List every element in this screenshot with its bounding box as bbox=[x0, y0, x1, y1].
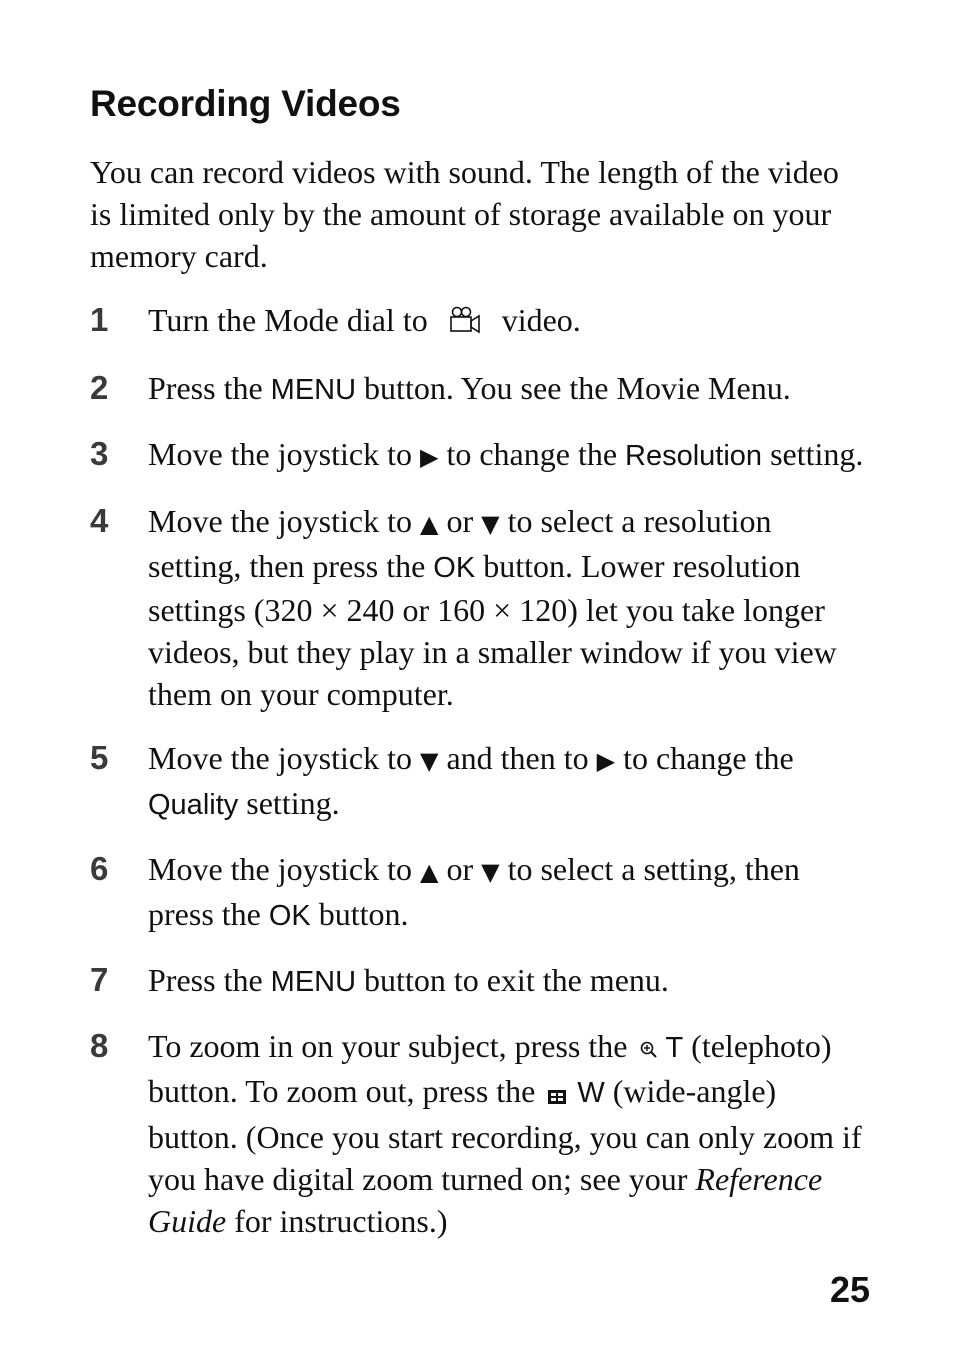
step-text: to select a setting, then press the bbox=[148, 850, 800, 932]
step-number: 1 bbox=[90, 301, 109, 338]
step-text: button. Lower resolution settings (320 × 240 or 160 × 120) let you take longer videos, but they play in a smaller window if you view them on your computer. bbox=[148, 547, 837, 712]
menu-button-label: MENU bbox=[270, 965, 357, 998]
step-text: to change the bbox=[438, 435, 626, 472]
up-arrow-icon: ▲ bbox=[419, 857, 439, 886]
wide-angle-button-label: W bbox=[577, 1077, 605, 1110]
step-number: 7 bbox=[90, 960, 109, 998]
step-2 bbox=[90, 367, 870, 411]
step-text: or bbox=[438, 502, 482, 539]
manual-page bbox=[90, 0, 870, 1345]
thumbnail-grid-icon bbox=[547, 1074, 567, 1116]
step-text: to change the bbox=[615, 739, 794, 776]
page-number: 25 bbox=[829, 1269, 870, 1310]
ok-button-label: OK bbox=[268, 899, 311, 932]
up-arrow-icon: ▲ bbox=[419, 509, 439, 538]
step-text: and then to bbox=[438, 739, 597, 776]
ok-button-label: OK bbox=[433, 551, 476, 584]
step-3 bbox=[90, 433, 870, 478]
magnifier-plus-icon bbox=[639, 1028, 659, 1070]
step-number: 4 bbox=[90, 501, 109, 539]
reference-guide-title: Reference Guide bbox=[148, 1160, 823, 1239]
step-text: (telephoto) button. To zoom out, press the bbox=[148, 1027, 832, 1110]
intro-paragraph: You can record videos with sound. The length of the video is limited only by the amount of storage available on your memory card. bbox=[90, 154, 839, 274]
video-camera-icon bbox=[448, 303, 482, 345]
step-text: to select a resolution setting, then press the bbox=[148, 502, 772, 584]
step-number: 8 bbox=[90, 1026, 109, 1064]
step-number: 6 bbox=[90, 849, 109, 887]
step-text: (wide-angle) button. (Once you start recording, you can only zoom if you have digital zoom turned on; see your bbox=[148, 1073, 862, 1197]
down-arrow-icon: ▼ bbox=[481, 857, 500, 886]
step-1 bbox=[90, 299, 870, 345]
right-arrow-icon: ▶ bbox=[596, 746, 616, 775]
step-5 bbox=[90, 737, 870, 826]
step-text: Move the joystick to bbox=[148, 435, 420, 472]
step-6 bbox=[90, 848, 870, 937]
step-number: 5 bbox=[90, 738, 109, 776]
step-text: or bbox=[438, 850, 482, 887]
steps-list bbox=[90, 299, 870, 1242]
step-text: button. You see the Movie Menu. bbox=[356, 369, 791, 406]
down-arrow-icon: ▼ bbox=[481, 509, 500, 538]
step-text: video. bbox=[501, 302, 581, 338]
quality-setting-label: Quality bbox=[148, 788, 239, 821]
step-text: for instructions.) bbox=[226, 1202, 448, 1239]
step-text: setting. bbox=[238, 784, 340, 821]
step-text: button. bbox=[310, 895, 409, 932]
menu-button-label: MENU bbox=[270, 373, 357, 406]
resolution-setting-label: Resolution bbox=[625, 439, 763, 472]
step-text: Move the joystick to bbox=[148, 850, 420, 887]
telephoto-button-label: T bbox=[665, 1031, 684, 1064]
step-number: 3 bbox=[90, 434, 109, 472]
step-7 bbox=[90, 959, 870, 1003]
step-text: setting. bbox=[762, 435, 864, 472]
down-arrow-icon: ▼ bbox=[419, 746, 439, 775]
step-text: Press the bbox=[148, 369, 271, 406]
step-8 bbox=[90, 1025, 870, 1242]
right-arrow-icon: ▶ bbox=[419, 442, 439, 471]
step-text: To zoom in on your subject, press the bbox=[148, 1027, 636, 1064]
step-4 bbox=[90, 500, 870, 715]
step-number: 2 bbox=[90, 368, 109, 406]
step-text: Press the bbox=[148, 961, 271, 998]
step-text: Move the joystick to bbox=[148, 739, 420, 776]
step-text: button to exit the menu. bbox=[356, 961, 669, 998]
step-text: Move the joystick to bbox=[148, 502, 420, 539]
step-text: Turn the Mode dial to bbox=[148, 302, 428, 338]
page-title: Recording Videos bbox=[90, 83, 401, 124]
